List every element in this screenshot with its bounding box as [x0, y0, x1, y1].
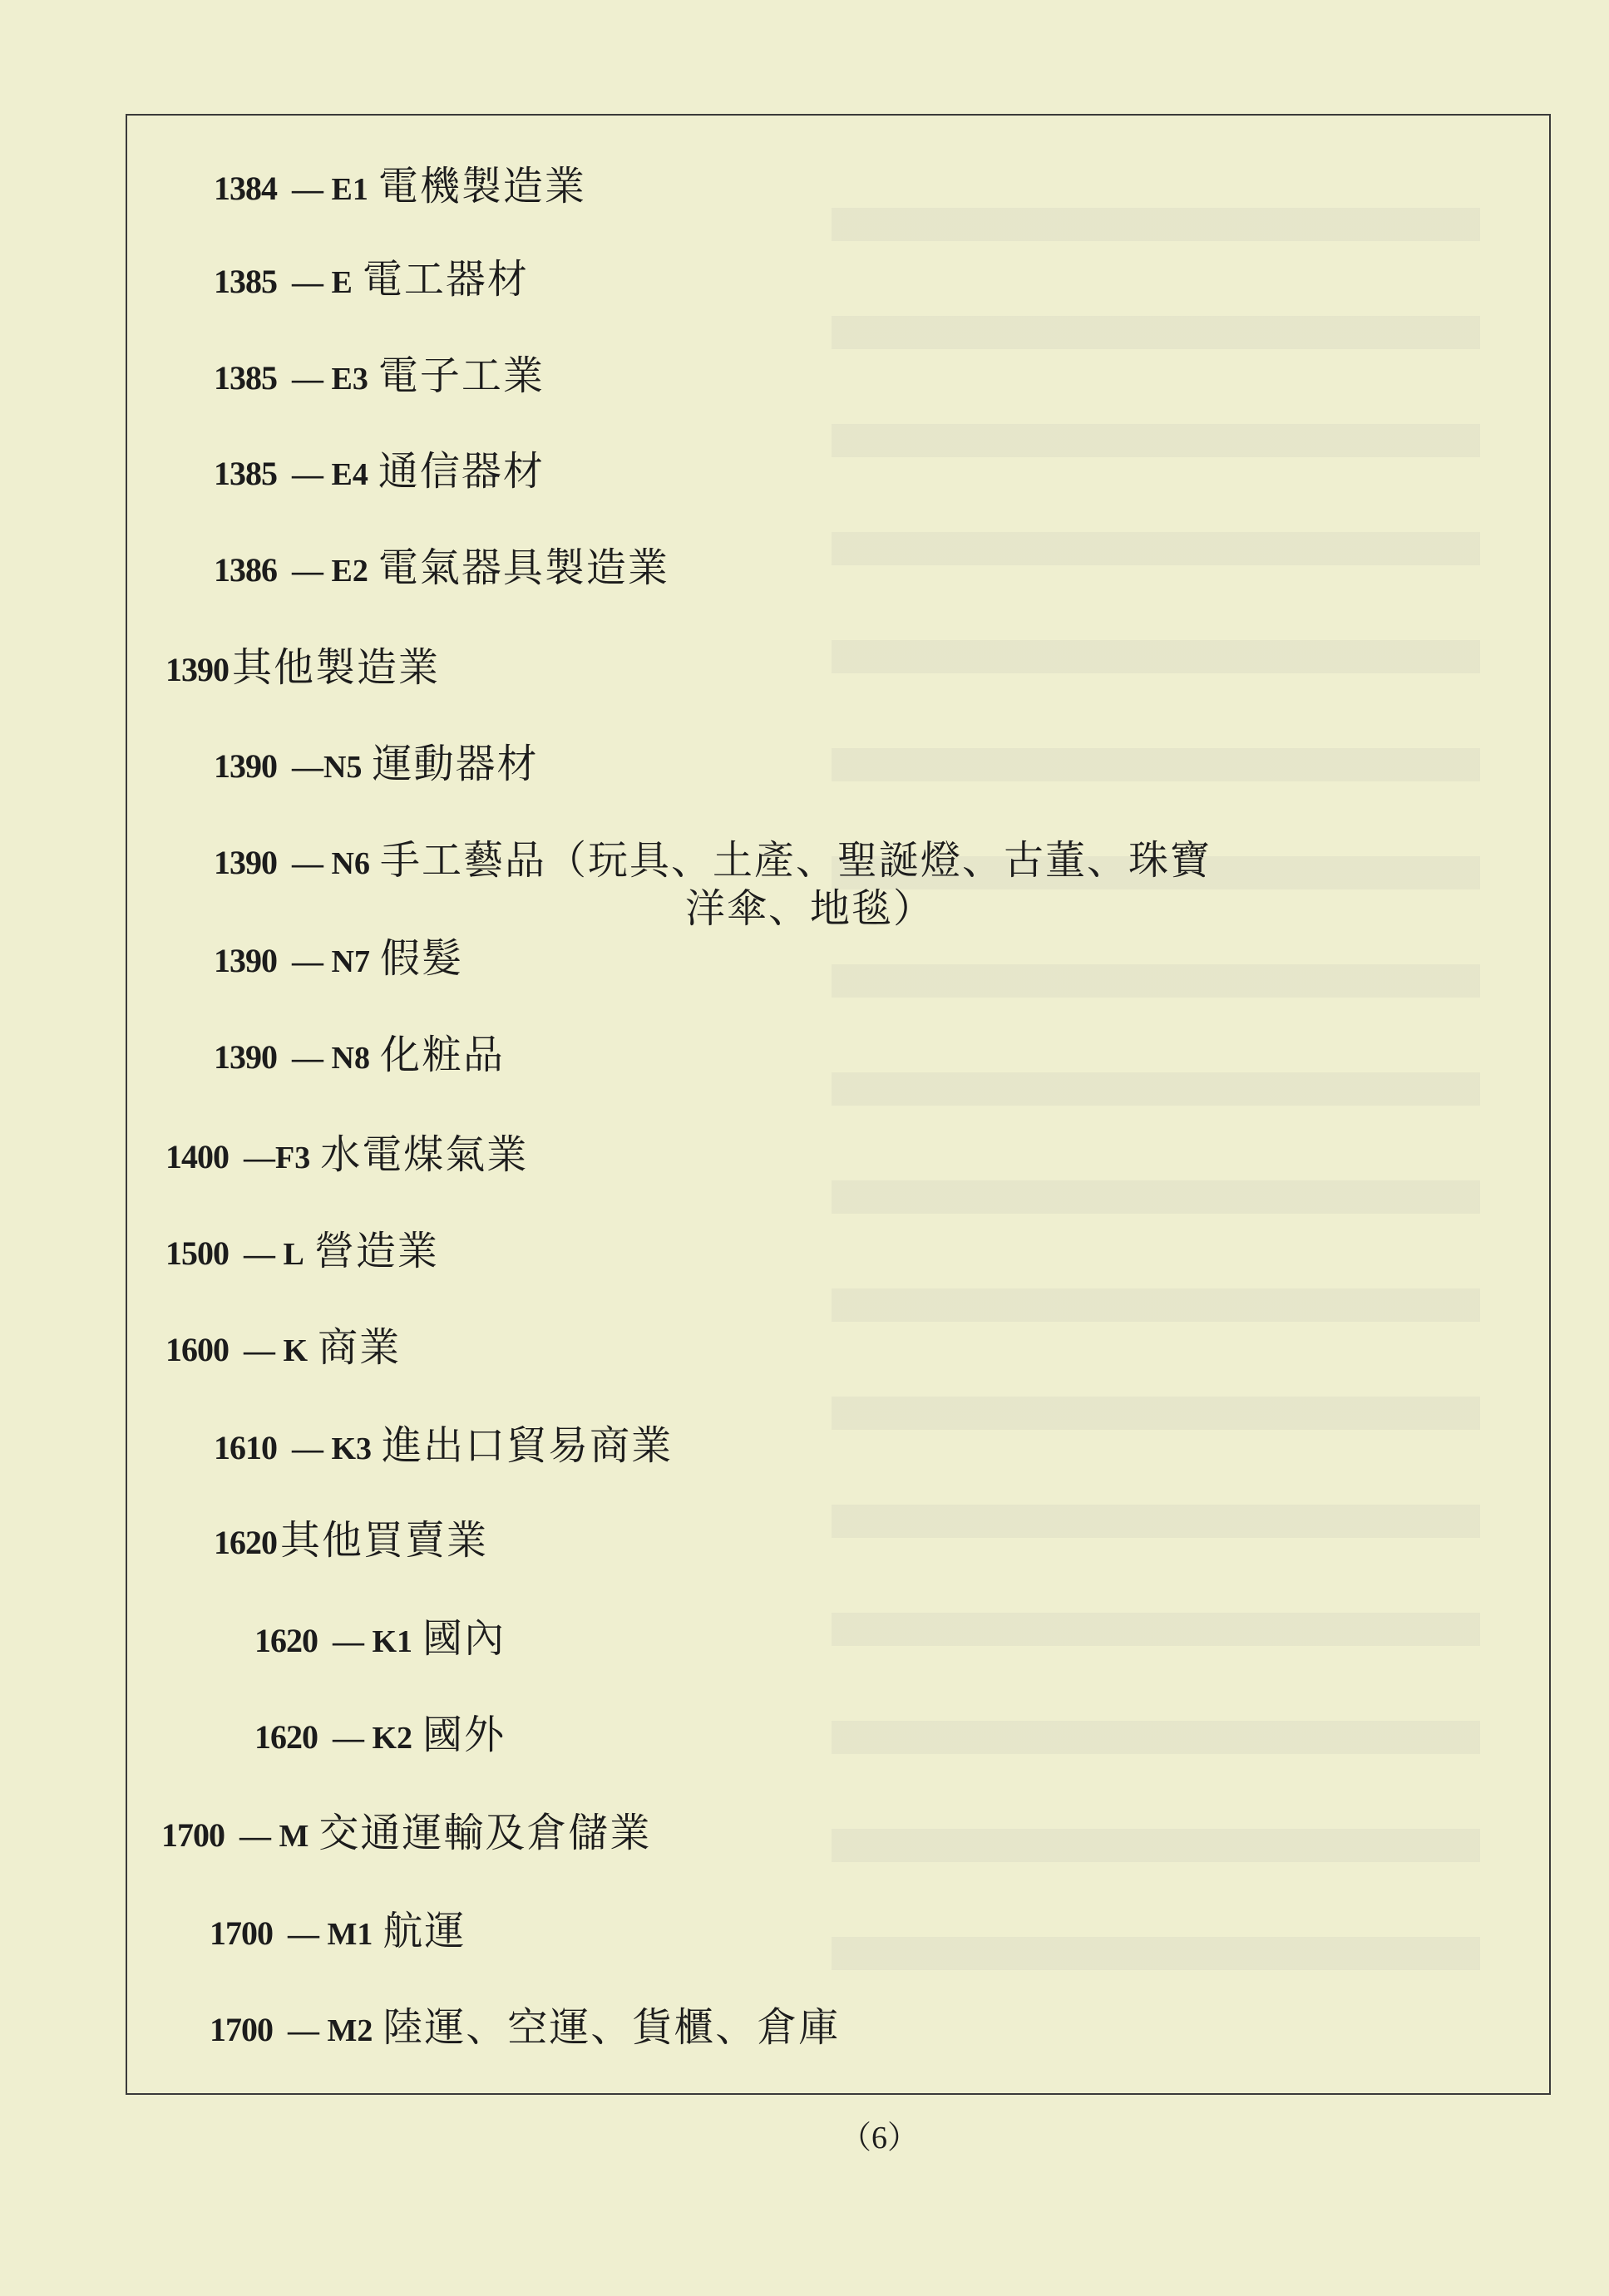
list-item	[161, 1806, 651, 1860]
industry-code: — K2	[333, 1721, 413, 1756]
industry-name: 進出口貿易商業	[382, 1422, 674, 1469]
industry-name: 電氣器具製造業	[378, 544, 669, 591]
list-item	[214, 737, 538, 791]
industry-name: 電機製造業	[378, 163, 586, 209]
industry-number: 1385	[214, 263, 277, 300]
list-item	[254, 1612, 506, 1665]
industry-code: — K	[244, 1333, 308, 1368]
industry-name: 航運	[383, 1908, 466, 1954]
industry-code: — K1	[333, 1624, 413, 1659]
list-item	[214, 160, 586, 213]
industry-name: 交通運輸及倉儲業	[318, 1810, 652, 1856]
industry-code: — E3	[292, 362, 368, 397]
industry-code: — K3	[292, 1431, 373, 1466]
industry-number: 1620	[254, 1718, 318, 1756]
industry-number: 1400	[165, 1138, 229, 1175]
industry-name: 其他買賣業	[280, 1517, 489, 1564]
industry-number: 1390	[165, 651, 229, 688]
industry-number: 1610	[214, 1429, 277, 1466]
industry-name: 假髮	[379, 935, 463, 982]
industry-name: 電工器材	[362, 256, 529, 303]
industry-code: — L	[244, 1237, 304, 1272]
industry-code: — N8	[292, 1041, 370, 1076]
industry-code: —N5	[292, 750, 363, 785]
industry-name: 商業	[318, 1324, 402, 1371]
industry-code: — E2	[292, 554, 368, 589]
industry-code: — M1	[288, 1917, 373, 1952]
list-item	[214, 1028, 505, 1081]
list-item	[214, 834, 1212, 887]
industry-name: 通信器材	[378, 448, 545, 495]
industry-number: 1500	[165, 1234, 229, 1272]
industry-number: 1385	[214, 455, 277, 492]
industry-code: — N7	[292, 944, 370, 979]
industry-number: 1386	[214, 551, 277, 589]
industry-code: — E	[292, 265, 353, 300]
list-item	[165, 1224, 439, 1278]
industry-name: 國外	[422, 1712, 506, 1758]
industry-number: 1700	[210, 2011, 273, 2048]
industry-code: — N6	[292, 846, 370, 881]
list-item	[214, 253, 529, 306]
list-item	[210, 1904, 466, 1958]
industry-code: —F3	[244, 1141, 311, 1175]
list-item	[214, 541, 669, 594]
industry-name: 營造業	[313, 1228, 439, 1274]
list-item	[165, 1128, 528, 1181]
list-item	[214, 1514, 488, 1567]
industry-name: 電子工業	[378, 352, 545, 399]
page-number: （6）	[840, 2121, 920, 2156]
list-item-continuation: 洋傘、地毯）	[685, 885, 935, 932]
industry-number: 1620	[254, 1622, 318, 1659]
industry-name: 運動器材	[372, 741, 539, 787]
industry-number: 1600	[165, 1331, 229, 1368]
industry-number: 1700	[210, 1914, 273, 1952]
industry-number: 1390	[214, 747, 277, 785]
industry-code: — M2	[288, 2013, 373, 2048]
list-item	[214, 1419, 673, 1472]
industry-name: 國內	[422, 1615, 506, 1662]
list-item	[254, 1708, 506, 1761]
industry-number: 1620	[214, 1524, 277, 1561]
industry-name: 手工藝品（玩具、土產、聖誕燈、古董、珠寶	[379, 837, 1212, 884]
industry-number: 1390	[214, 1038, 277, 1076]
list-item	[214, 445, 545, 498]
industry-code: — M	[239, 1819, 309, 1854]
list-item	[165, 641, 440, 694]
page-frame	[126, 114, 1551, 2095]
list-item	[214, 349, 545, 402]
industry-number: 1700	[161, 1816, 225, 1854]
industry-number: 1385	[214, 359, 277, 397]
industry-number: 1390	[214, 942, 277, 979]
industry-name: 化粧品	[379, 1032, 505, 1078]
industry-code: — E4	[292, 457, 368, 492]
list-item	[214, 932, 463, 985]
list-item	[210, 2001, 840, 2054]
industry-number: 1384	[214, 170, 277, 207]
industry-name: 陸運、空運、貨櫃、倉庫	[383, 2004, 841, 2051]
industry-name: 其他製造業	[232, 644, 441, 691]
industry-name: 水電煤氣業	[320, 1131, 529, 1178]
industry-number: 1390	[214, 844, 277, 881]
industry-code: — E1	[292, 172, 368, 207]
list-item	[165, 1321, 401, 1374]
